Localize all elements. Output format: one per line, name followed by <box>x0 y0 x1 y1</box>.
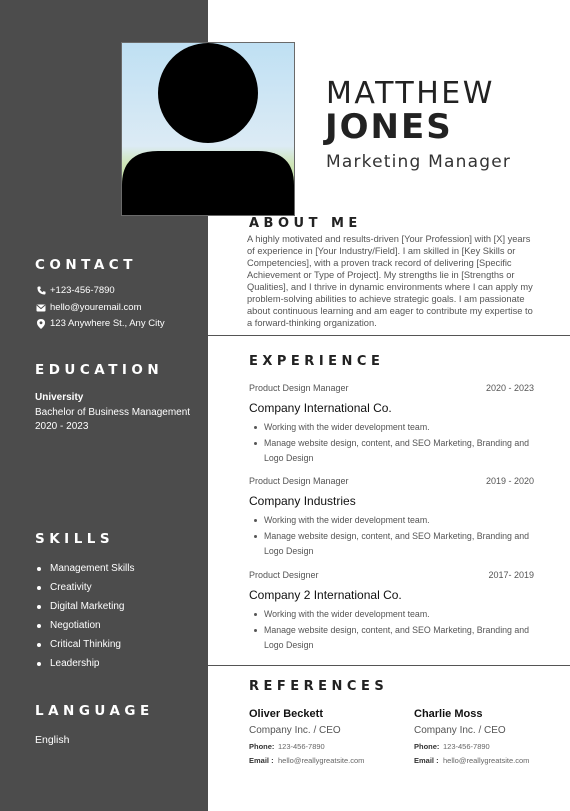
contact-heading: CONTACT <box>35 257 137 273</box>
last-name: JONES <box>325 107 453 147</box>
first-name: MATTHEW <box>326 76 495 111</box>
language-heading: LANGUAGE <box>35 703 154 719</box>
reference-email-label: Email : <box>249 755 274 765</box>
job-role: Product Designer <box>249 570 319 580</box>
job-bullet <box>249 513 534 529</box>
education-degree: Bachelor of Business Management <box>35 407 191 418</box>
job-bullet <box>249 529 534 560</box>
map-pin-icon <box>35 319 47 329</box>
reference-phone[interactable]: 123-456-7890 <box>443 741 490 751</box>
bullet-icon <box>37 586 41 590</box>
education-heading: EDUCATION <box>35 362 164 378</box>
avatar-silhouette-icon <box>122 43 295 216</box>
job-bullet <box>249 607 534 623</box>
job-bullet-text: Working with the wider development team. <box>264 422 430 432</box>
reference-email-row <box>249 753 399 767</box>
reference-company: Company Inc. / CEO <box>414 725 506 736</box>
bullet-icon <box>37 624 41 628</box>
job-years: 2020 - 2023 <box>485 383 534 393</box>
job-bullet <box>249 436 534 467</box>
job-bullet <box>249 623 534 654</box>
bullet-icon <box>254 442 257 445</box>
experience-entry <box>249 383 534 467</box>
skill-label: Digital Marketing <box>50 601 125 612</box>
job-bullet-text: Working with the wider development team. <box>264 515 430 525</box>
reference-card <box>414 708 564 767</box>
contact-phone-row <box>35 285 115 296</box>
bullet-icon <box>37 567 41 571</box>
contact-phone[interactable]: +123-456-7890 <box>50 285 115 296</box>
education-school: University <box>35 392 84 403</box>
experience-entry <box>249 476 534 560</box>
skill-item <box>37 616 134 635</box>
job-role: Product Design Manager <box>249 476 349 486</box>
reference-name: Charlie Moss <box>414 708 483 720</box>
reference-email[interactable]: hello@reallygreatsite.com <box>443 755 530 765</box>
job-years: 2017- 2019 <box>488 570 534 580</box>
contact-email[interactable]: hello@youremail.com <box>50 302 142 313</box>
skill-item <box>37 635 134 654</box>
experience-entry <box>249 570 534 654</box>
skills-heading: SKILLS <box>35 531 115 547</box>
reference-email-row <box>414 753 564 767</box>
skills-list <box>37 559 134 673</box>
experience-heading: EXPERIENCE <box>249 354 385 369</box>
reference-phone-row <box>414 739 564 753</box>
job-title: Marketing Manager <box>326 152 512 172</box>
skill-item <box>37 654 134 673</box>
reference-email-label: Email : <box>414 755 439 765</box>
language-item: English <box>35 734 70 746</box>
job-bullet-text: Manage website design, content, and SEO Marketing, Branding and Logo Design <box>264 530 530 556</box>
bullet-icon <box>254 535 257 538</box>
reference-phone[interactable]: 123-456-7890 <box>278 741 325 751</box>
divider <box>208 335 570 336</box>
contact-email-row <box>35 302 141 313</box>
skill-label: Negotiation <box>50 620 101 631</box>
phone-icon <box>35 286 47 295</box>
bullet-icon <box>37 605 41 609</box>
contact-address-row <box>35 318 165 329</box>
skill-item <box>37 578 134 597</box>
bullet-icon <box>254 613 257 616</box>
education-years: 2020 - 2023 <box>35 421 89 432</box>
envelope-icon <box>35 304 47 312</box>
job-role: Product Design Manager <box>249 383 349 393</box>
job-bullet <box>249 420 534 436</box>
bullet-icon <box>37 662 41 666</box>
job-bullet-text: Working with the wider development team. <box>264 609 430 619</box>
divider <box>208 665 570 666</box>
job-bullet-text: Manage website design, content, and SEO Marketing, Branding and Logo Design <box>264 437 530 463</box>
bullet-icon <box>254 519 257 522</box>
job-company: Company Industries <box>249 494 356 508</box>
reference-card <box>249 708 399 767</box>
bullet-icon <box>254 426 257 429</box>
references-heading: REFERENCES <box>249 679 389 694</box>
skill-item <box>37 559 134 578</box>
reference-company: Company Inc. / CEO <box>249 725 341 736</box>
job-company: Company International Co. <box>249 401 392 415</box>
job-company: Company 2 International Co. <box>249 588 402 602</box>
reference-phone-label: Phone: <box>249 741 275 751</box>
reference-email[interactable]: hello@reallygreatsite.com <box>278 755 365 765</box>
skill-label: Critical Thinking <box>50 639 121 650</box>
skill-label: Leadership <box>50 658 100 669</box>
about-text: A highly motivated and results-driven [Your Profession] with [X] years of experience in [Your Industry/Field]. I am skilled in [Key Skills or Competencies], with a proven track record of delivering [Specific Achievement or Type of Project]. My strengths lie in [Strengths or Qualities], and I thrive in dynamic environments where I can apply my problem-solving abilities to achieve strategic goals. I am passionate about continuous learning and am eager to contribute my expertise to a forward-thinking organization. <box>247 234 533 328</box>
reference-phone-label: Phone: <box>414 741 440 751</box>
bullet-icon <box>254 629 257 632</box>
profile-photo <box>121 42 295 216</box>
bullet-icon <box>37 643 41 647</box>
skill-label: Management Skills <box>50 563 135 574</box>
reference-name: Oliver Beckett <box>249 708 323 720</box>
about-heading: ABOUT ME <box>249 216 362 231</box>
skill-label: Creativity <box>50 582 92 593</box>
skill-item <box>37 597 134 616</box>
job-years: 2019 - 2020 <box>485 476 534 486</box>
contact-address: 123 Anywhere St., Any City <box>50 318 165 329</box>
job-bullet-text: Manage website design, content, and SEO Marketing, Branding and Logo Design <box>264 624 530 650</box>
reference-phone-row <box>249 739 399 753</box>
